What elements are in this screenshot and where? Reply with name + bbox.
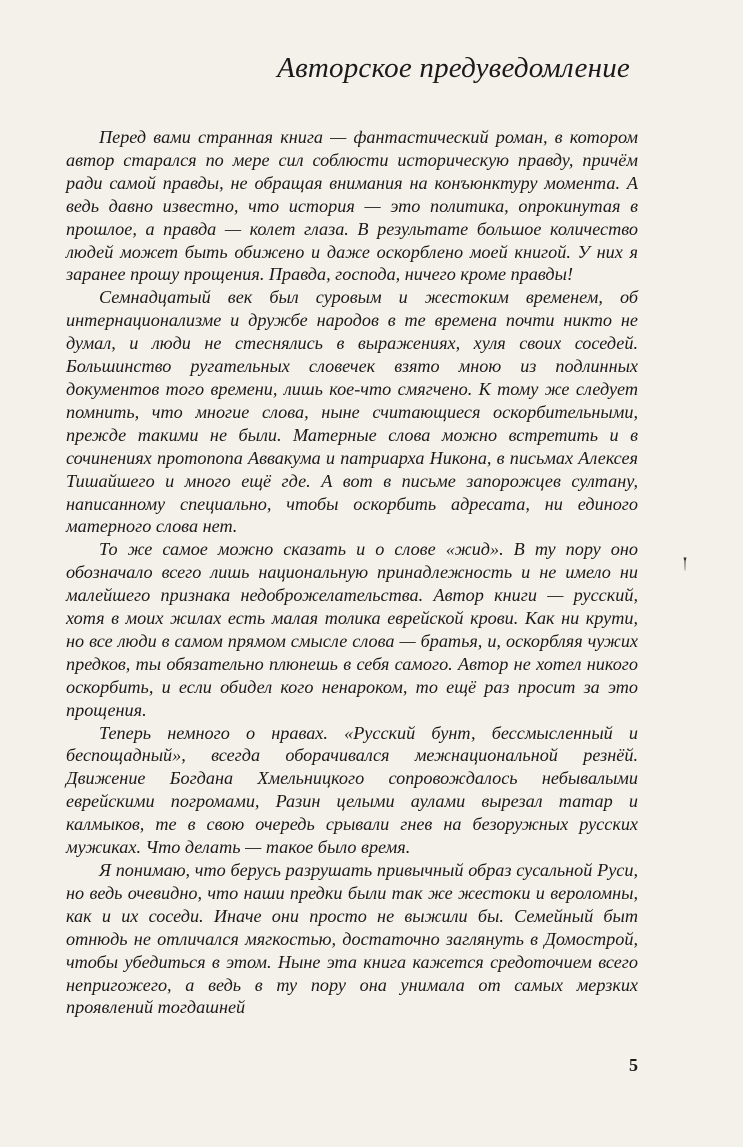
paragraph: Я понимаю, что берусь разрушать привычный образ сусальной Руси, но ведь очевидно, что наши предки были так же жестоки и вероломны, как и их соседи. Иначе они просто не выжили бы. Семейный быт отнюдь не отличался мягкостью, достаточно заглянуть в Домострой, чтобы убедиться в этом. Ныне эта книга кажется средоточием всего непригожего, а ведь в ту пору она унимала от самых мерзких проявлений тогдашней (66, 860, 638, 1018)
paragraph: Семнадцатый век был суровым и жестоким временем, об интернационализме и дружбе народов в те времена почти никто не думал, и люди не стеснялись в выражениях, хуля своих соседей. Большинство ругательных словечек взято мною из подлинных документов того времени, лишь кое-что смягчено. К тому же следует помнить, что многие слова, ныне считающиеся оскорбительными, прежде такими не были. Матерные слова можно встретить и в сочинениях протопопа Аввакума и патриарха Никона, в письмах Алексея Тишайшего и много ещё где. А вот в письме запорожцев султану, написанному специально, чтобы оскорбить адресата, ни единого матерного слова нет. (66, 287, 638, 537)
paragraph: То же самое можно сказать и о слове «жид». В ту пору оно обозначало всего лишь национальную принадлежность и не имело ни малейшего признака недоброжелательства. Автор книги — русский, хотя в моих жилах есть малая толика еврейской крови. Как ни крути, но все люди в самом прямом смысле слова — братья, и, оскорбляя чужих предков, ты обязательно плюнешь в себя самого. Автор не хотел никого оскорбить, и если обидел кого ненароком, то ещё раз просит за это прощения. (66, 539, 638, 720)
chapter-title: Авторское предуведомление (277, 52, 630, 84)
body-text (66, 126, 638, 1019)
paragraph: Перед вами странная книга — фантастический роман, в котором автор старался по мере сил соблюсти историческую правду, причём ради самой правды, не обращая внимания на конъюнктуру момента. А ведь давно известно, что история — это политика, опрокинутая в прошлое, а правда — колет глаза. В результате большое количество людей может быть обижено и даже оскорблено моей книгой. У них я заранее прошу прощения. Правда, господа, ничего кроме правды! (66, 127, 638, 285)
page-number: 5 (629, 1055, 638, 1075)
paragraph: Теперь немного о нравах. «Русский бунт, бессмысленный и беспощадный», всегда оборачивался межнациональной резнёй. Движение Богдана Хмельницкого сопровождалось небывалыми еврейскими погромами, Разин целыми аулами вырезал татар и калмыков, те в свою очередь срывали гнев на безоружных русских мужиках. Что делать — такое было время. (66, 722, 638, 858)
margin-mark (683, 557, 687, 571)
